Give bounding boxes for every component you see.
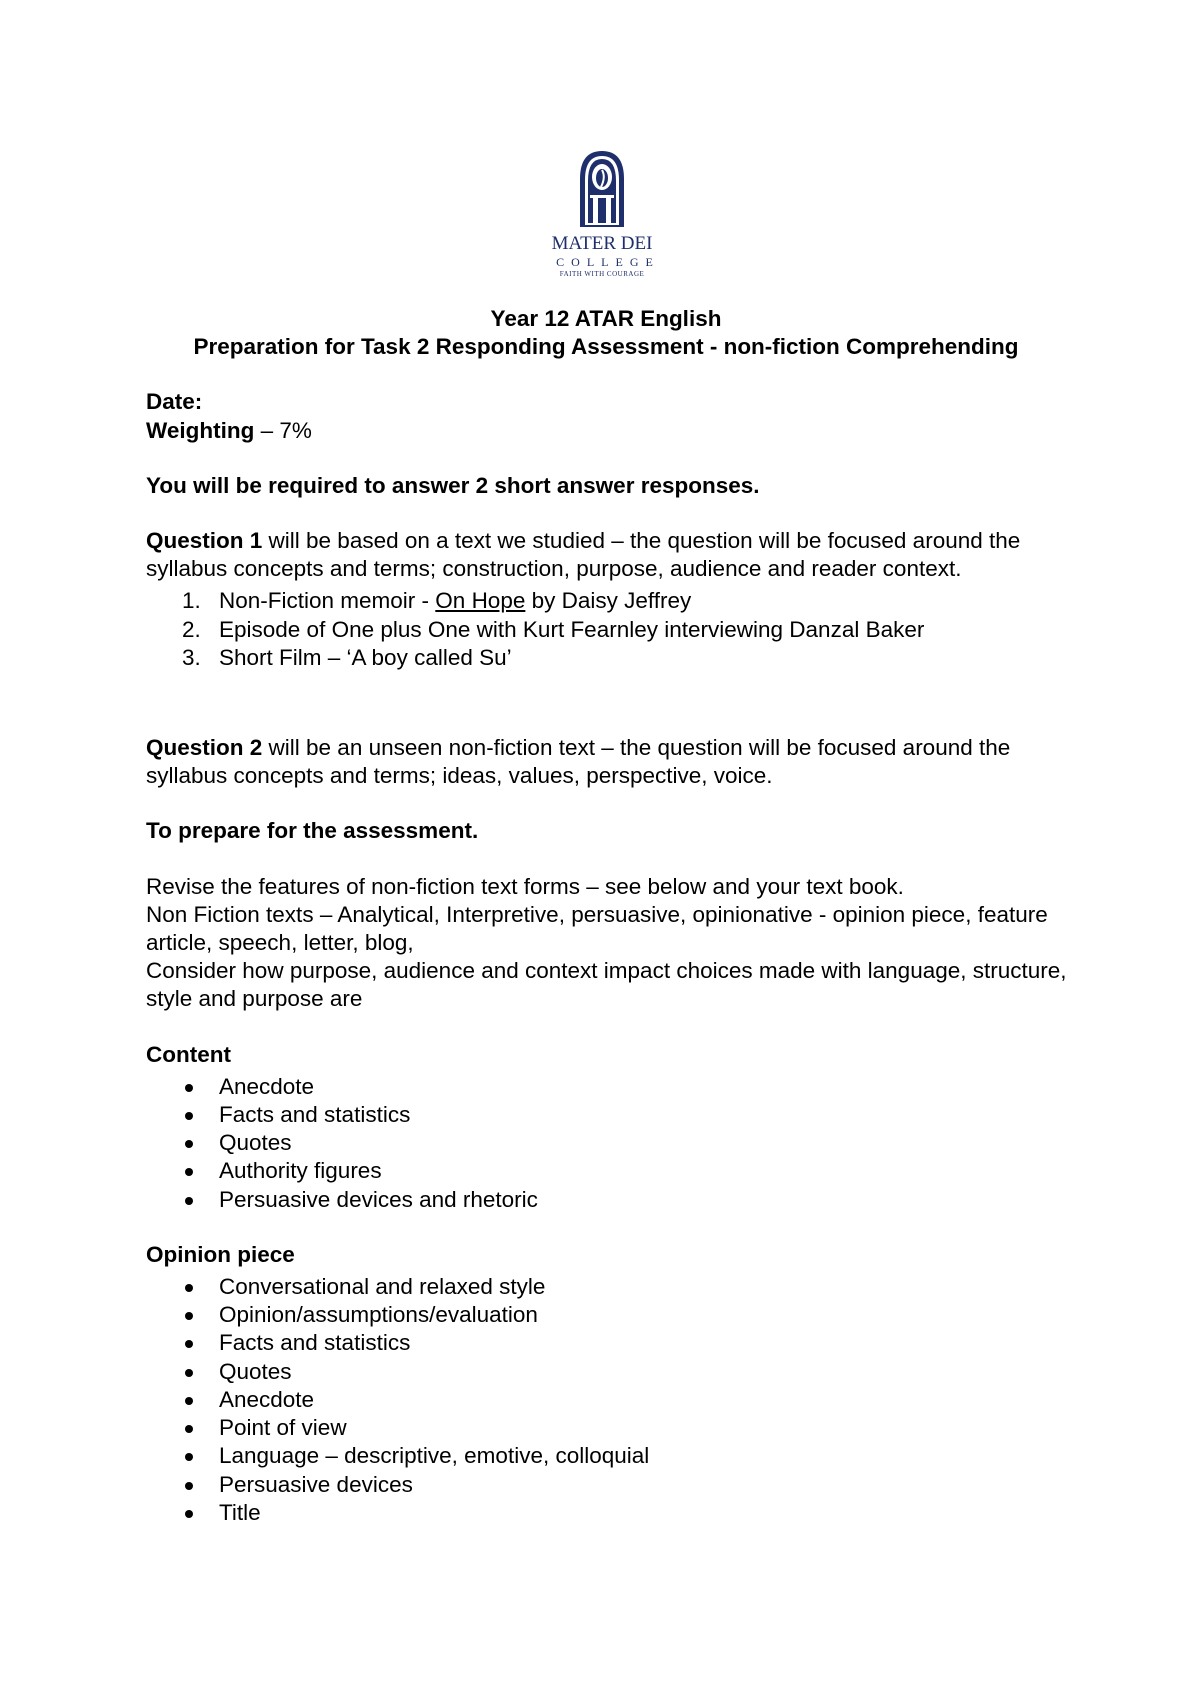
bullet-icon xyxy=(185,1369,193,1377)
document-title: Year 12 ATAR English xyxy=(490,306,722,331)
list-item xyxy=(146,1073,1076,1101)
question2-paragraph xyxy=(146,734,1076,790)
list-item-text: Anecdote xyxy=(219,1073,315,1099)
prepare-heading: To prepare for the assessment. xyxy=(146,818,479,844)
list-item-text: Persuasive devices and rhetoric xyxy=(219,1186,538,1212)
list-item-text: Authority figures xyxy=(219,1158,382,1184)
list-item xyxy=(146,1442,1076,1470)
bullet-icon xyxy=(185,1482,193,1490)
bullet-icon xyxy=(185,1140,193,1148)
crest-icon xyxy=(540,145,664,235)
bullet-icon xyxy=(185,1112,193,1120)
opinion-heading: Opinion piece xyxy=(146,1241,295,1267)
prepare-line-1: Revise the features of non-fiction text forms – see below and your text book. xyxy=(146,873,904,899)
list-number: 3. xyxy=(182,644,201,670)
list-item-text: Point of view xyxy=(219,1415,347,1441)
list-item xyxy=(146,1157,1076,1185)
list-item xyxy=(146,1499,1076,1527)
bullet-icon xyxy=(185,1397,193,1405)
question2-text: will be an unseen non-fiction text – the question will be focused around the syllabus concepts and terms; ideas, values, perspective, voice. xyxy=(146,735,1011,789)
bullet-icon xyxy=(185,1168,193,1176)
list-item-text: Facts and statistics xyxy=(219,1102,411,1128)
list-item xyxy=(146,1301,1076,1329)
content-list xyxy=(146,1073,1076,1214)
bullet-icon xyxy=(185,1084,193,1092)
bullet-icon xyxy=(185,1453,193,1461)
bullet-icon xyxy=(185,1510,193,1518)
list-item-text-end: by Daisy Jeffrey xyxy=(525,588,692,614)
document-subtitle: Preparation for Task 2 Responding Assessment - non-fiction Comprehending xyxy=(193,334,1019,360)
weighting-line xyxy=(146,417,1076,445)
list-item-text: Title xyxy=(219,1499,261,1525)
list-item-text: Anecdote xyxy=(219,1386,315,1412)
requirement-text: You will be required to answer 2 short answer responses. xyxy=(146,472,760,498)
opinion-list xyxy=(146,1273,1076,1527)
logo-name: MATER DEI xyxy=(551,233,653,254)
list-item-text: Non-Fiction memoir - xyxy=(219,588,436,614)
list-item-text: Episode of One plus One with Kurt Fearnley interviewing Danzal Baker xyxy=(219,616,925,642)
list-item-text: Quotes xyxy=(219,1358,292,1384)
list-item-text: Language – descriptive, emotive, colloquial xyxy=(219,1443,650,1469)
question1-paragraph xyxy=(146,527,1076,583)
list-item xyxy=(146,1471,1076,1499)
bullet-icon xyxy=(185,1284,193,1292)
list-item xyxy=(146,616,1076,644)
list-item xyxy=(146,1273,1076,1301)
list-item xyxy=(146,1186,1076,1214)
list-item xyxy=(146,1386,1076,1414)
logo-college: COLLEGE xyxy=(556,255,660,269)
list-item xyxy=(146,1414,1076,1442)
list-number: 2. xyxy=(182,616,201,642)
list-item-text: Opinion/assumptions/evaluation xyxy=(219,1302,538,1328)
question1-label: Question 1 xyxy=(146,528,263,554)
list-item-text: Facts and statistics xyxy=(219,1330,411,1356)
prepare-line-2: Non Fiction texts – Analytical, Interpretive, persuasive, opinionative - opinion piece, feature article, speech, letter, blog, xyxy=(146,901,1048,956)
bullet-icon xyxy=(185,1425,193,1433)
date-label: Date: xyxy=(146,389,203,415)
list-item xyxy=(146,1358,1076,1386)
bullet-icon xyxy=(185,1197,193,1205)
list-item-text: Persuasive devices xyxy=(219,1471,413,1497)
question2-label: Question 2 xyxy=(146,735,263,761)
list-item xyxy=(146,587,1076,615)
list-number: 1. xyxy=(182,588,201,614)
logo-motto: FAITH WITH COURAGE xyxy=(559,270,645,278)
weighting-label: Weighting xyxy=(146,417,255,443)
list-item-text: Conversational and relaxed style xyxy=(219,1274,546,1300)
mater-dei-logo xyxy=(540,145,664,281)
list-item-text: Quotes xyxy=(219,1130,292,1156)
content-heading: Content xyxy=(146,1041,231,1067)
bullet-icon xyxy=(185,1340,193,1348)
list-item xyxy=(146,1101,1076,1129)
question1-text-list xyxy=(146,587,1076,672)
bullet-icon xyxy=(185,1312,193,1320)
list-item xyxy=(146,644,1076,672)
list-item xyxy=(146,1129,1076,1157)
list-item-text: Short Film – ‘A boy called Su’ xyxy=(219,644,512,670)
prepare-line-3: Consider how purpose, audience and context impact choices made with language, structure, style and purpose are xyxy=(146,958,1067,1012)
list-item xyxy=(146,1329,1076,1357)
question1-text: will be based on a text we studied – the question will be focused around the syllabus concepts and terms; construction, purpose, audience and reader context. xyxy=(146,528,1021,582)
weighting-value: – 7% xyxy=(254,417,312,443)
text-title-underlined: On Hope xyxy=(435,588,526,614)
document-body xyxy=(146,305,1076,1527)
